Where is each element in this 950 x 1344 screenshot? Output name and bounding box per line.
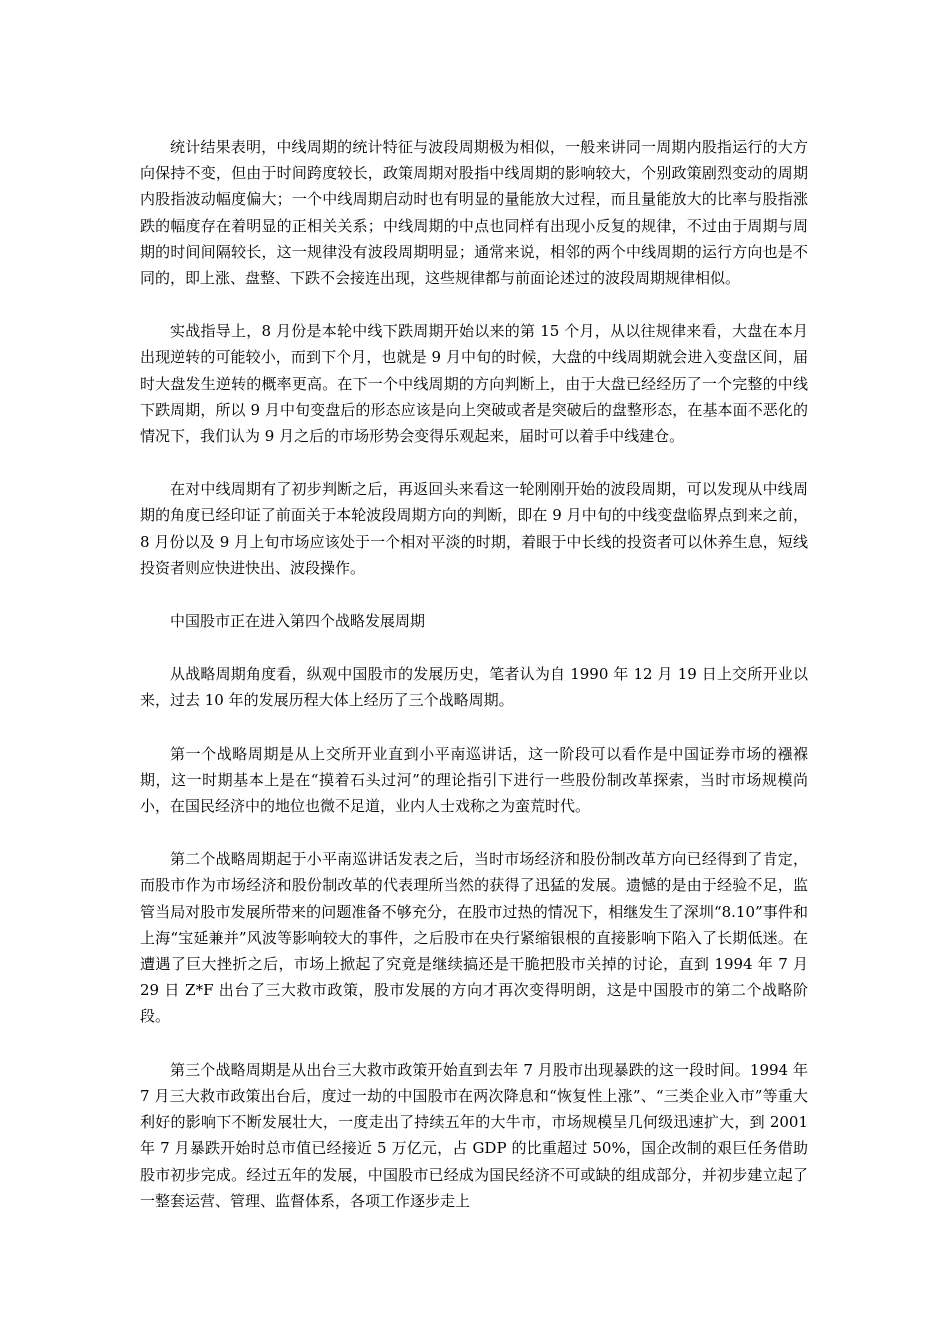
paragraph-4: 从战略周期角度看，纵观中国股市的发展历史，笔者认为自 1990 年 12 月 19 日上交所开业以来，过去 10 年的发展历程大体上经历了三个战略周期。: [140, 665, 808, 710]
paragraph-3: 在对中线周期有了初步判断之后，再返回头来看这一轮刚刚开始的波段周期，可以发现从中线周期的角度已经印证了前面关于本轮波段周期方向的判断，即在 9 月中旬的中线变盘临界点到来之前，8 月份以及 9 月上旬市场应该处于一个相对平淡的时期，着眼于中长线的投资者可以休养生息，短线投资者则应快进快出、波段操作。: [140, 480, 808, 577]
section-heading: 中国股市正在进入第四个战略发展周期: [170, 612, 426, 631]
paragraph-7: 第三个战略周期是从出台三大救市政策开始直到去年 7 月股市出现暴跌的这一段时间。1994 年 7 月三大救市政策出台后，度过一劫的中国股市在两次降息和“恢复性上涨”、“三类企业入市”等重大利好的影响下不断发展壮大，一度走出了持续五年的大牛市，市场规模呈几何级迅速扩大，到 2001 年 7 月暴跌开始时总市值已经接近 5 万亿元，占 GDP 的比重超过 50%，国企改制的艰巨任务借助股市初步完成。经过五年的发展，中国股市已经成为国民经济不可或缺的组成部分，并初步建立起了一整套运营、管理、监督体系，各项工作逐步走上: [140, 1060, 808, 1210]
paragraph-5: 第一个战略周期是从上交所开业直到小平南巡讲话，这一阶段可以看作是中国证券市场的襁褓期，这一时期基本上是在“摸着石头过河”的理论指引下进行一些股份制改革探索，当时市场规模尚小，在国民经济中的地位也微不足道，业内人士戏称之为蛮荒时代。: [140, 744, 808, 816]
document-page: [140, 134, 808, 1241]
paragraph-2: 实战指导上，8 月份是本轮中线下跌周期开始以来的第 15 个月，从以往规律来看，大盘在本月出现逆转的可能较小，而到下个月，也就是 9 月中旬的时候，大盘的中线周期就会进入变盘区间，届时大盘发生逆转的概率更高。在下一个中线周期的方向判断上，由于大盘已经经历了一个完整的中线下跌周期，所以 9 月中旬变盘后的形态应该是向上突破或者是突破后的盘整形态，在基本面不恶化的情况下，我们认为 9 月之后的市场形势会变得乐观起来，届时可以着手中线建仓。: [140, 322, 808, 446]
paragraph-6: 第二个战略周期起于小平南巡讲话发表之后，当时市场经济和股份制改革方向已经得到了肯定，而股市作为市场经济和股份制改革的代表理所当然的获得了迅猛的发展。遗憾的是由于经验不足，监管当局对股市发展所带来的问题准备不够充分，在股市过热的情况下，相继发生了深圳“8.10”事件和上海“宝延兼并”风波等影响较大的事件，之后股市在央行紧缩银根的直接影响下陷入了长期低迷。在遭遇了巨大挫折之后，市场上掀起了究竟是继续搞还是干脆把股市关掉的讨论，直到 1994 年 7 月 29 日 Z*F 出台了三大救市政策，股市发展的方向才再次变得明朗，这是中国股市的第二个战略阶段。: [140, 850, 808, 1026]
paragraph-1: 统计结果表明，中线周期的统计特征与波段周期极为相似，一般来讲同一周期内股指运行的大方向保持不变，但由于时间跨度较长，政策周期对股指中线周期的影响较大，个别政策剧烈变动的周期内股指波动幅度偏大；一个中线周期启动时也有明显的量能放大过程，而且量能放大的比率与股指涨跌的幅度存在着明显的正相关关系；中线周期的中点也同样有出现小反复的规律，不过由于周期与周期的时间间隔较长，这一规律没有波段周期明显；通常来说，相邻的两个中线周期的运行方向也是不同的，即上涨、盘整、下跌不会接连出现，这些规律都与前面论述过的波段周期规律相似。: [140, 138, 808, 288]
